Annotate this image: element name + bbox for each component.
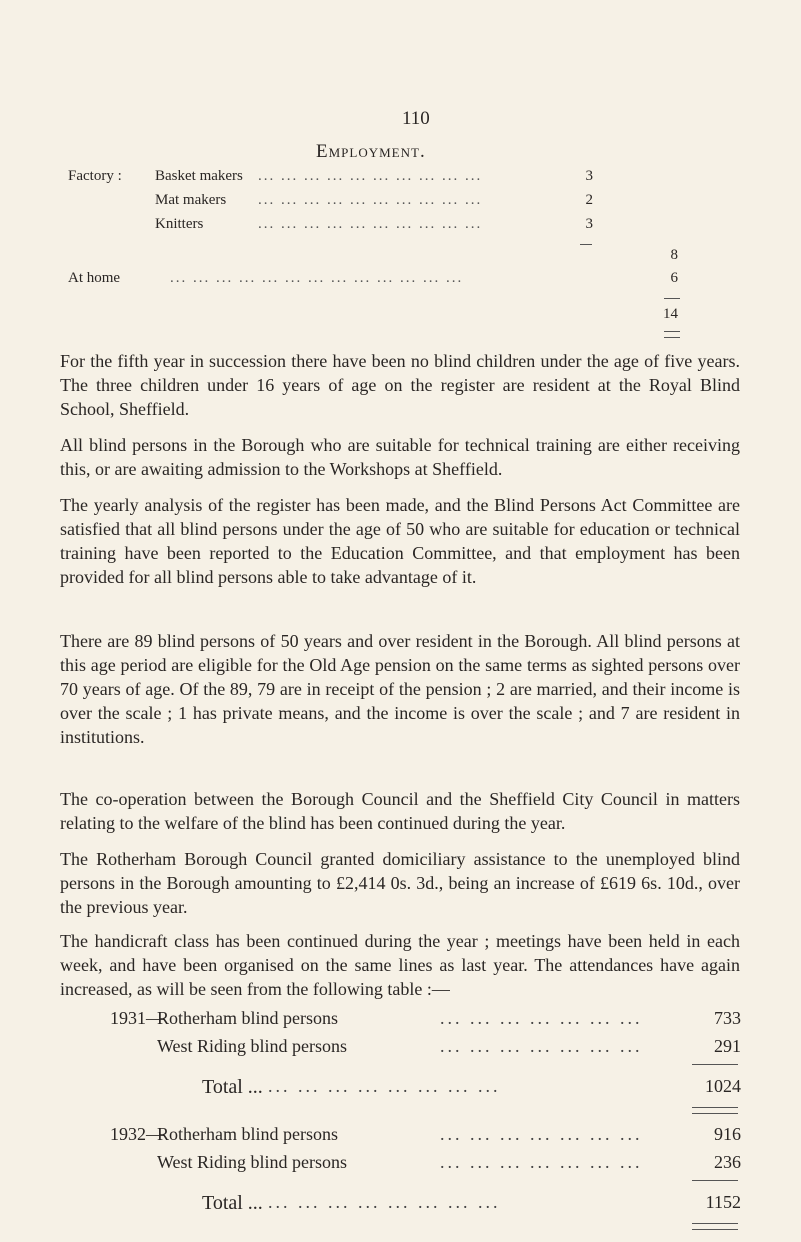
row-value: 3 <box>585 216 593 232</box>
sum-rule <box>692 1064 738 1065</box>
total-label: Total ... <box>202 1076 263 1098</box>
leader-dots: ... ... ... ... ... ... ... ... ... ... <box>258 192 483 208</box>
row-value: 236 <box>714 1152 741 1172</box>
paragraph: The yearly analysis of the register has been made, and the Blind Persons Act Committee are satisfied that all blind persons under the age of 50 who are suitable for education or technical training have been reported to the Education Committee, and that employment has been provided for all blind persons able to take advantage of it. <box>60 495 740 587</box>
paragraph: All blind persons in the Borough who are suitable for technical training are either receiving this, or are awaiting admission to the Workshops at Sheffield. <box>60 435 740 479</box>
row-label: West Riding blind persons <box>157 1152 348 1172</box>
total-label: Total ... <box>202 1192 263 1214</box>
leader-dots: ... ... ... ... ... ... ... <box>440 1008 643 1028</box>
sum-rule <box>664 298 680 299</box>
row-value: 2 <box>585 192 593 208</box>
row-label: Rotherham blind persons <box>157 1124 338 1144</box>
row-label: Rotherham blind persons <box>157 1008 338 1028</box>
row-label: Knitters <box>155 216 204 232</box>
paragraph: The co-operation between the Borough Council and the Sheffield City Council in matters relating to the welfare of the blind has been continued during the year. <box>60 789 740 833</box>
leader-dots: ... ... ... ... ... ... ... <box>440 1036 643 1056</box>
leader-dots: ... ... ... ... ... ... ... ... ... ... ... ... ... <box>170 270 464 286</box>
total-double-rule <box>692 1107 738 1114</box>
row-label: West Riding blind persons <box>157 1036 348 1056</box>
row-value: 291 <box>714 1036 741 1056</box>
attendance-row <box>0 1008 801 1032</box>
page-number: 110 <box>402 108 430 129</box>
employment-row <box>0 192 801 216</box>
row-label: Mat makers <box>155 192 227 208</box>
sum-rule <box>580 244 592 245</box>
paragraph: For the fifth year in succession there have been no blind children under the age of five years. The three children under 16 years of age on the register are resident at the Royal Blind School, Sheffield. <box>60 351 740 419</box>
year-label: 1932— <box>110 1124 164 1144</box>
total-double-rule <box>692 1223 738 1230</box>
employment-row <box>0 168 801 192</box>
sum-rule <box>692 1180 738 1181</box>
paragraph: There are 89 blind persons of 50 years and over resident in the Borough. All blind persons at this age period are eligible for the Old Age pension on the same terms as sighted persons over 70 years of age. Of the 89, 79 are in receipt of the pension ; 2 are married, and their income is over the scale ; 1 has private means, and the income is over the scale ; and 7 are resident in institutions. <box>60 631 740 747</box>
total-value: 1024 <box>705 1076 741 1096</box>
attendance-total-row <box>0 1076 801 1100</box>
paragraph: The handicraft class has been continued during the year ; meetings have been held in each week, and have been organised on the same lines as last year. The attendances have again increased, as will be seen from the following table :— <box>60 931 740 999</box>
home-value: 6 <box>670 270 678 286</box>
leader-dots: ... ... ... ... ... ... ... <box>440 1152 643 1172</box>
employment-total: 14 <box>663 306 678 322</box>
employment-row <box>0 216 801 240</box>
leader-dots: ... ... ... ... ... ... ... ... ... ... <box>258 216 483 232</box>
paragraph: The Rotherham Borough Council granted domiciliary assistance to the unemployed blind persons in the Borough amounting to £2,414 0s. 3d., being an increase of £619 6s. 10d., over the previous year. <box>60 849 740 917</box>
home-label: At home <box>68 270 121 286</box>
leader-dots: ... ... ... ... ... ... ... ... ... ... <box>258 168 483 184</box>
section-title: Employment. <box>316 141 426 162</box>
employment-total-row <box>0 306 801 330</box>
attendance-row <box>0 1152 801 1176</box>
row-value: 3 <box>585 168 593 184</box>
leader-dots: ... ... ... ... ... ... ... ... <box>268 1076 501 1096</box>
factory-subtotal: 8 <box>670 247 678 263</box>
row-value: 916 <box>714 1124 741 1144</box>
attendance-row <box>0 1124 801 1148</box>
row-label: Basket makers <box>155 168 243 184</box>
factory-subtotal-row <box>0 247 801 271</box>
year-label: 1931— <box>110 1008 164 1028</box>
total-value: 1152 <box>705 1192 741 1212</box>
leader-dots: ... ... ... ... ... ... ... <box>440 1124 643 1144</box>
row-value: 733 <box>714 1008 741 1028</box>
leader-dots: ... ... ... ... ... ... ... ... <box>268 1192 501 1212</box>
factory-label: Factory : <box>68 168 122 184</box>
attendance-total-row <box>0 1192 801 1216</box>
employment-row <box>0 270 801 294</box>
total-double-rule <box>664 331 680 338</box>
attendance-row <box>0 1036 801 1060</box>
